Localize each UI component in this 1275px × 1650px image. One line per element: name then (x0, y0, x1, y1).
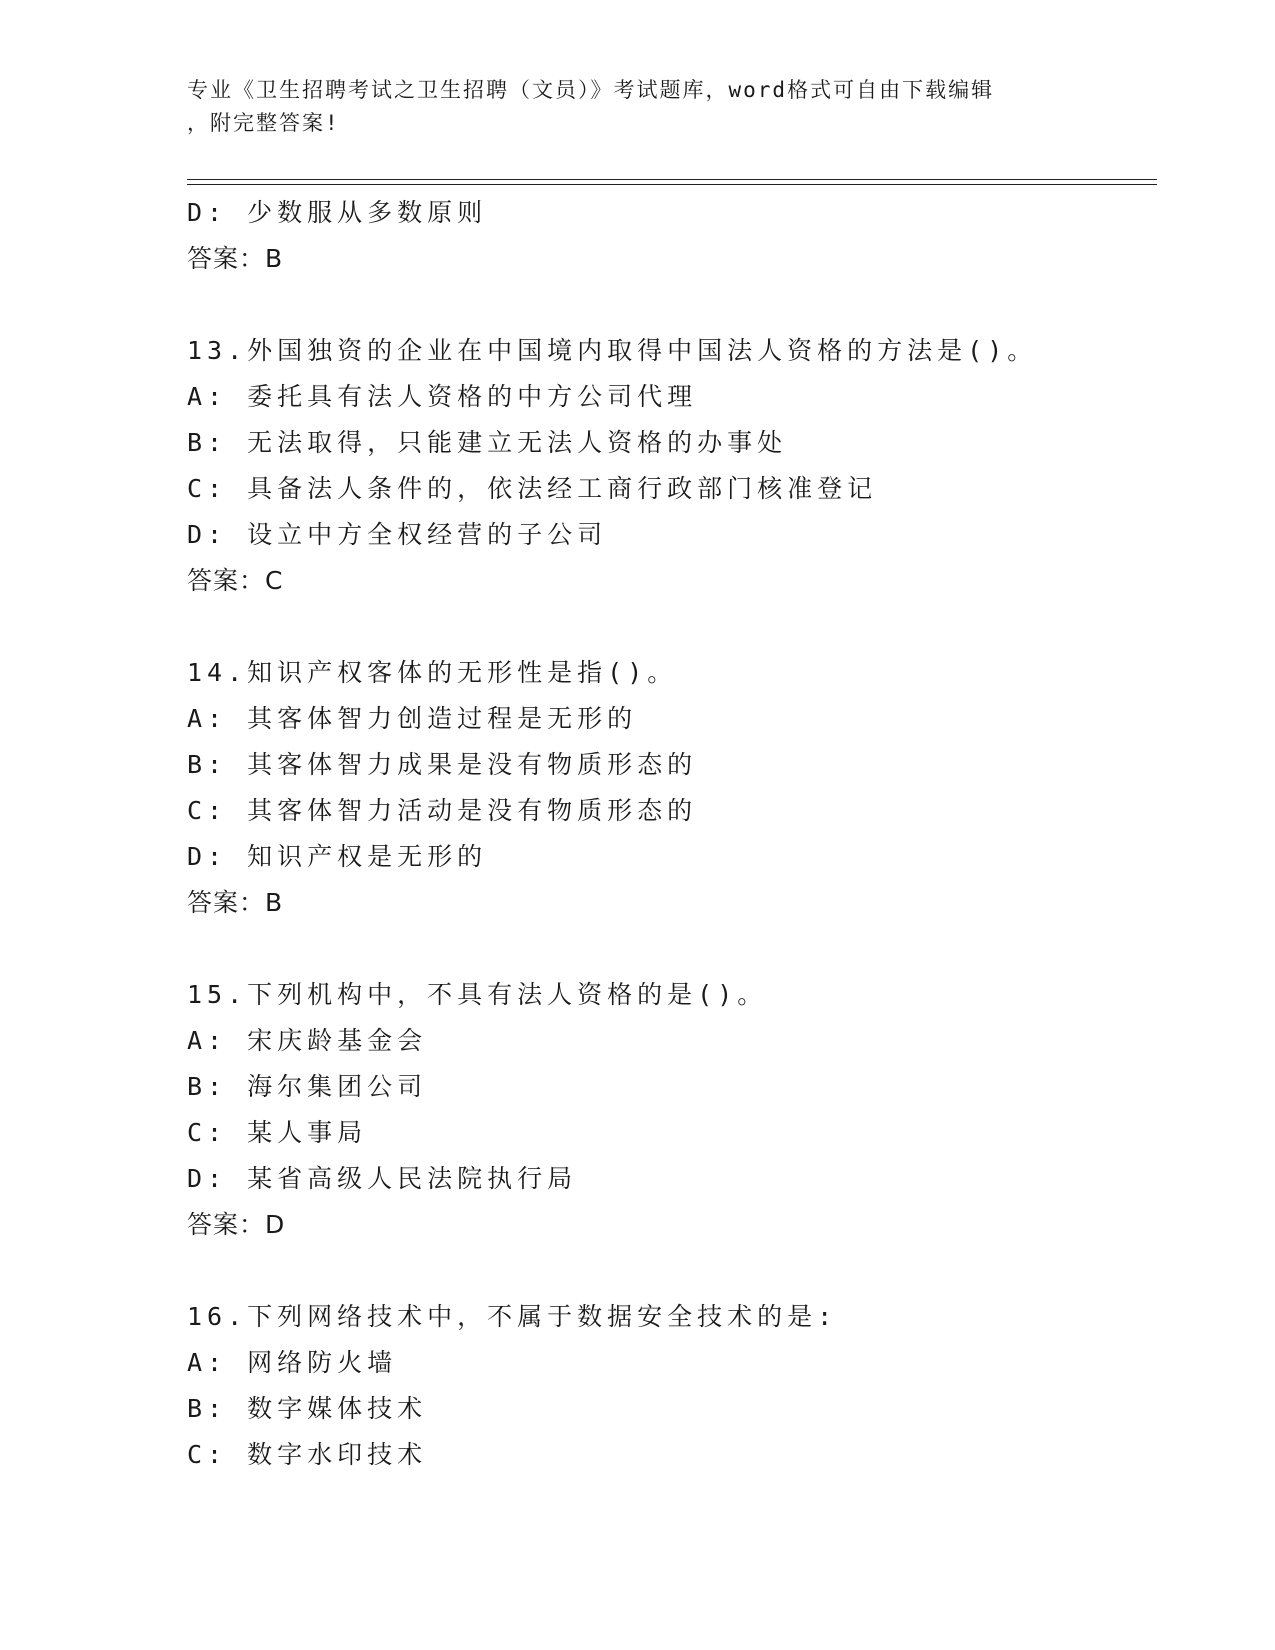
header-divider-top (187, 179, 1157, 180)
question-stem: 13.外国独资的企业在中国境内取得中国法人资格的方法是()。 (187, 336, 1038, 365)
option-line: D: 设立中方全权经营的子公司 (187, 520, 608, 549)
question-stem: 14.知识产权客体的无形性是指()。 (187, 658, 678, 687)
option-line: A: 委托具有法人资格的中方公司代理 (187, 382, 698, 411)
option-line: D: 知识产权是无形的 (187, 842, 488, 871)
question-stem: 16.下列网络技术中，不属于数据安全技术的是: (187, 1302, 838, 1331)
option-line: C: 数字水印技术 (187, 1440, 428, 1469)
header-line-1: 专业《卫生招聘考试之卫生招聘（文员）》考试题库，word格式可自由下载编辑 (187, 78, 995, 102)
header-divider-bottom (187, 184, 1157, 185)
option-line: D: 少数服从多数原则 (187, 198, 488, 227)
answer-line: 答案：B (187, 244, 284, 273)
option-line: C: 其客体智力活动是没有物质形态的 (187, 796, 698, 825)
question-14 (187, 650, 1157, 926)
option-line: A: 网络防火墙 (187, 1348, 398, 1377)
header-line-2: ，附完整答案! (187, 111, 340, 135)
spacer (187, 1248, 1157, 1294)
spacer (187, 604, 1157, 650)
option-line: B: 海尔集团公司 (187, 1072, 428, 1101)
option-line: C: 某人事局 (187, 1118, 368, 1147)
spacer (187, 926, 1157, 972)
option-line: A: 宋庆龄基金会 (187, 1026, 428, 1055)
option-line: C: 具备法人条件的，依法经工商行政部门核准登记 (187, 474, 878, 503)
question-stem: 15.下列机构中，不具有法人资格的是()。 (187, 980, 768, 1009)
spacer (187, 282, 1157, 328)
answer-line: 答案：B (187, 888, 284, 917)
question-15 (187, 972, 1157, 1248)
document-header (187, 74, 1067, 140)
option-line: B: 数字媒体技术 (187, 1394, 428, 1423)
option-line: B: 无法取得，只能建立无法人资格的办事处 (187, 428, 788, 457)
option-line: B: 其客体智力成果是没有物质形态的 (187, 750, 698, 779)
question-13 (187, 328, 1157, 604)
question-list (187, 190, 1157, 1478)
answer-line: 答案：D (187, 1210, 286, 1239)
answer-line: 答案：C (187, 566, 284, 595)
question-16 (187, 1294, 1157, 1478)
previous-question-tail (187, 190, 1157, 282)
option-line: D: 某省高级人民法院执行局 (187, 1164, 578, 1193)
option-line: A: 其客体智力创造过程是无形的 (187, 704, 638, 733)
